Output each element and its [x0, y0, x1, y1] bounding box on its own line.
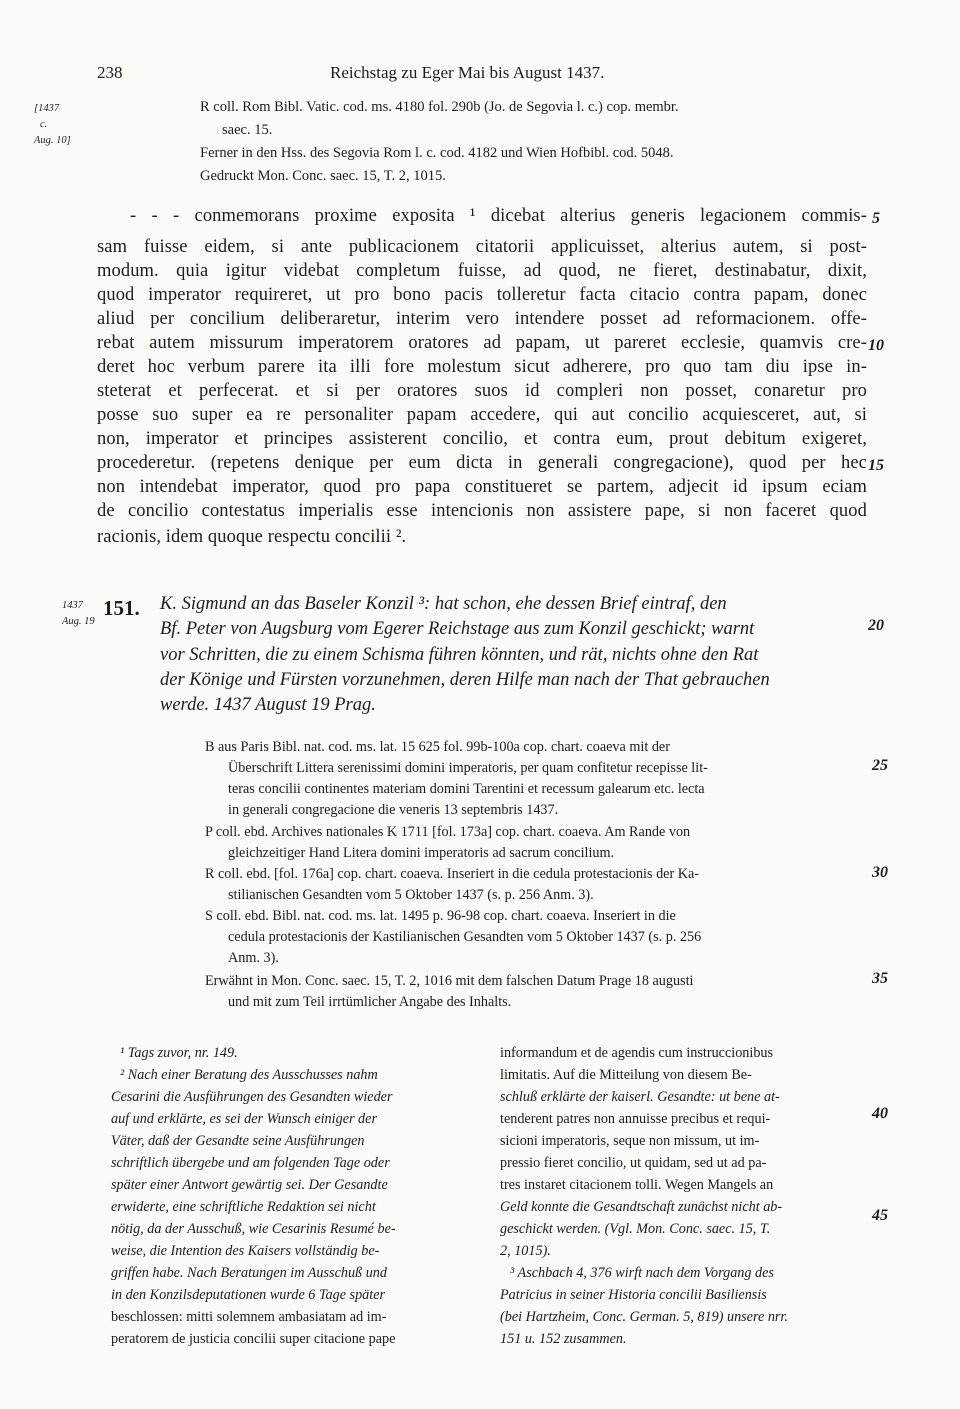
body-line: de concilio contestatus imperialis esse intencionis non assistere pape, si non faceret quod	[97, 501, 867, 521]
body-line: non intendebat imperator, quod pro papa constitueret se partem, adjecit id ipsum eciam	[97, 477, 867, 497]
body-line: racionis, idem quoque respectu concilii ².	[97, 527, 407, 547]
footnote-line: ² Nach einer Beratung des Ausschusses nahm	[120, 1067, 378, 1083]
running-title: Reichstag zu Eger Mai bis August 1437.	[330, 63, 605, 82]
line-number: 20	[868, 617, 884, 634]
heading-line: vor Schritten, die zu einem Schisma führen könnten, und rät, nichts ohne den Rat	[160, 645, 759, 665]
footnote-line: schluß erklärte der kaiserl. Gesandte: ut bene at-	[500, 1089, 780, 1105]
footnote-line: nötig, da der Ausschuß, wie Cesarinis Resumé be-	[111, 1221, 396, 1237]
footnote-line: in den Konzilsdeputationen wurde 6 Tage später	[111, 1287, 386, 1303]
line-number: 40	[872, 1105, 888, 1122]
source-line: und mit zum Teil irrtümlicher Angabe des Inhalts.	[228, 994, 512, 1010]
footnote-line: sicioni imperatoris, seque non missum, ut im-	[500, 1133, 760, 1149]
body-line: quod imperator requireret, ut pro bono pacis tolleretur facta citacio contra papam, donec	[97, 285, 867, 305]
footnote-line: weise, die Intention des Kaisers vollständig be-	[111, 1243, 380, 1259]
heading-line: der Könige und Fürsten vorzunehmen, deren Hilfe man nach der That gebrauchen	[160, 670, 770, 690]
footnote-line: auf und erklärte, es sei der Wunsch einiger der	[111, 1111, 377, 1127]
source-line: R coll. Rom Bibl. Vatic. cod. ms. 4180 fol. 290b (Jo. de Segovia l. c.) cop. membr.	[200, 99, 679, 115]
body-line: aliud per concilium deliberaretur, interim vero intendere posset ad reformacionem. offe-	[97, 309, 867, 329]
source-line: cedula protestacionis der Kastilianischen Gesandten vom 5 Oktober 1437 (s. p. 256	[228, 929, 702, 945]
footnote-line: erwiderte, eine schriftliche Redaktion sei nicht	[111, 1199, 376, 1215]
body-line: non, imperator et principes assisterent concilio, et contra eum, prout debitum exigeret,	[97, 429, 867, 449]
line-number: 45	[872, 1207, 888, 1224]
source-line: P coll. ebd. Archives nationales K 1711 [fol. 173a] cop. chart. coaeva. Am Rande von	[205, 824, 691, 840]
footnote-line: beschlossen: mitti solemnem ambasiatam ad im-	[111, 1309, 387, 1325]
heading-line: K. Sigmund an das Baseler Konzil ³: hat schon, ehe dessen Brief eintraf, den	[160, 594, 727, 614]
page-number: 238	[97, 63, 123, 82]
footnote-line: 2, 1015).	[500, 1243, 551, 1259]
line-number: 10	[868, 337, 884, 354]
footnote-line: limitatis. Auf die Mitteilung von diesem Be-	[500, 1067, 752, 1083]
footnote-line: tenderent patres non annuisse precibus et requi-	[500, 1111, 771, 1127]
line-number: 35	[872, 970, 888, 987]
body-line: procederetur. (repetens denique per eum dicta in generali congregacione), quod per hec	[97, 453, 867, 473]
heading-line: werde. 1437 August 19 Prag.	[160, 695, 376, 715]
footnote-line: Väter, daß der Gesandte seine Ausführungen	[111, 1133, 365, 1149]
footnote-line: später einer Antwort gewärtig sei. Der Gesandte	[111, 1177, 388, 1193]
footnote-line: Patricius in seiner Historia concilii Basiliensis	[500, 1287, 767, 1303]
body-line: deret hoc verbum parere ita illi fore molestum sicut adherere, pro quo tam diu ipse in-	[97, 357, 867, 377]
source-line: Gedruckt Mon. Conc. saec. 15, T. 2, 1015.	[200, 168, 446, 184]
source-line: teras concilii continentes materiam domini Tarentini et recessum galearum etc. lecta	[228, 781, 705, 797]
footnote-line: Cesarini die Ausführungen des Gesandten wieder	[111, 1089, 393, 1105]
margin-date-line: Aug. 10]	[34, 135, 71, 146]
margin-date-line: [1437	[34, 103, 60, 114]
margin-date-line: c.	[40, 119, 48, 130]
source-line: B aus Paris Bibl. nat. cod. ms. lat. 15 625 fol. 99b-100a cop. chart. coaeva mit der	[205, 739, 670, 755]
source-line: S coll. ebd. Bibl. nat. cod. ms. lat. 1495 p. 96-98 cop. chart. coaeva. Inseriert in die	[205, 908, 676, 924]
footnote-line: ¹ Tags zuvor, nr. 149.	[120, 1045, 238, 1061]
line-number: 15	[868, 457, 884, 474]
footnote-line: informandum et de agendis cum instruccionibus	[500, 1045, 774, 1061]
source-line: in generali congregacione die veneris 13 septembris 1437.	[228, 802, 559, 818]
margin-date-line: Aug. 19	[62, 616, 95, 627]
body-line: rebat autem missurum imperatorem oratores ad papam, ut pareret ecclesie, quamvis cre-	[97, 333, 867, 353]
footnote-line: pressio fieret concilio, ut quidam, sed ut ad pa-	[500, 1155, 767, 1171]
line-number: 30	[872, 864, 888, 881]
line-number: 5	[872, 210, 880, 227]
margin-date-line: 1437	[62, 600, 83, 611]
document-number: 151.	[103, 596, 140, 620]
footnote-line: griffen habe. Nach Beratungen im Ausschuß und	[111, 1265, 387, 1281]
body-line: sam fuisse eidem, si ante publicacionem citatorii applicuisset, alterius autem, si post-	[97, 237, 867, 257]
source-line: Erwähnt in Mon. Conc. saec. 15, T. 2, 1016 mit dem falschen Datum Prage 18 augusti	[205, 973, 694, 989]
line-number: 25	[872, 757, 888, 774]
source-line: saec. 15.	[222, 122, 273, 138]
footnote-line: 151 u. 152 zusammen.	[500, 1331, 627, 1347]
heading-line: Bf. Peter von Augsburg vom Egerer Reichstage aus zum Konzil geschickt; warnt	[160, 619, 755, 639]
footnote-line: geschickt werden. (Vgl. Mon. Conc. saec. 15, T.	[500, 1221, 771, 1237]
footnote-line: schriftlich übergebe und am folgenden Tage oder	[111, 1155, 390, 1171]
footnote-line: (bei Hartzheim, Conc. German. 5, 819) unsere nrr.	[500, 1309, 788, 1325]
source-line: Überschrift Littera serenissimi domini imperatoris, per quam confitetur recepisse lit-	[228, 760, 708, 776]
body-line: - - - conmemorans proxime exposita ¹ dicebat alterius generis legacionem commis-	[130, 206, 867, 226]
source-line: Anm. 3).	[228, 950, 279, 966]
body-line: modum. quia igitur videbat completum fuisse, ad quod, ne fieret, destinabatur, dixit,	[97, 261, 867, 281]
footnote-line: peratorem de justicia concilii super citacione pape	[111, 1331, 396, 1347]
footnote-line: Geld konnte die Gesandtschaft zunächst nicht ab-	[500, 1199, 783, 1215]
source-line: gleichzeitiger Hand Litera domini imperatoris ad sacrum concilium.	[228, 845, 615, 861]
source-line: R coll. ebd. [fol. 176a] cop. chart. coaeva. Inseriert in die cedula protestacionis der Ka-	[205, 866, 699, 882]
footnote-line: tres instaret citacionem tolli. Wegen Mangels an	[500, 1177, 774, 1193]
source-line: Ferner in den Hss. des Segovia Rom l. c. cod. 4182 und Wien Hofbibl. cod. 5048.	[200, 145, 674, 161]
body-line: steterat et perfecerat. et si per oratores suos id compleri non posset, conaretur pro	[97, 381, 867, 401]
source-line: stilianischen Gesandten vom 5 Oktober 1437 (s. p. 256 Anm. 3).	[228, 887, 594, 903]
body-line: posse suo super ea re personaliter papam accedere, qui aut concilio acquiesceret, aut, si	[97, 405, 867, 425]
footnote-line: ³ Aschbach 4, 376 wirft nach dem Vorgang des	[510, 1265, 774, 1281]
